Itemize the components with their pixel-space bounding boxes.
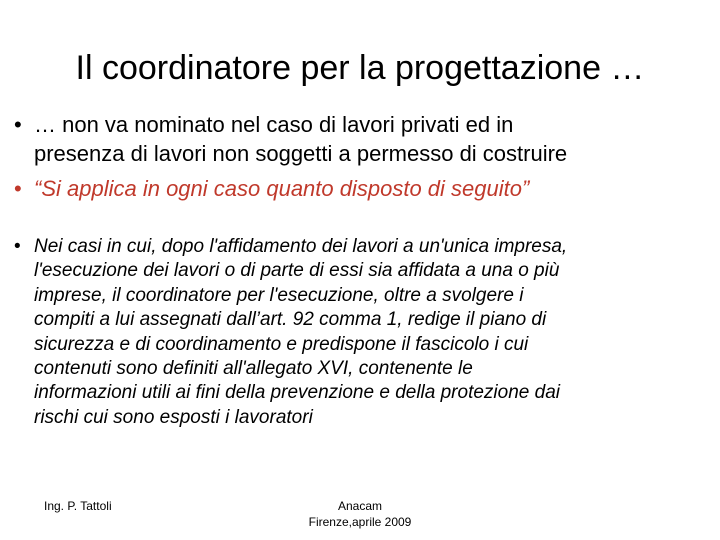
bullet-icon: • [14, 112, 22, 137]
footer-org: Anacam [337, 499, 383, 513]
bullet-line: contenuti sono definiti all'allegato XVI, contenente le [34, 358, 473, 380]
bullet-icon: • [14, 236, 21, 257]
bullet-line: l'esecuzione dei lavori o di parte di essi sia affidata a una o più [34, 260, 560, 282]
bullet-line: sicurezza e di coordinamento e predispone il fascicolo i cui [34, 333, 529, 355]
slide-title: Il coordinatore per la progettazione … [75, 49, 645, 87]
footer-place-date: Firenze,aprile 2009 [308, 515, 412, 529]
bullet-icon: • [14, 176, 22, 201]
bullet-text-quote [34, 174, 714, 203]
footer-center [260, 498, 460, 530]
bullet-line: rischi cui sono esposti i lavoratori [34, 406, 313, 428]
bullet-text [34, 110, 714, 168]
bullet-line: “Si applica in ogni caso quanto disposto di seguito” [34, 176, 530, 201]
bullet-line: imprese, il coordinatore per l'esecuzione, oltre a svolgere i [34, 284, 524, 306]
bullet-line: informazioni utili ai fini della prevenzione e della protezione dai [34, 382, 560, 404]
bullet-line: Nei casi in cui, dopo l'affidamento dei lavori a un'unica impresa, [34, 236, 568, 257]
bullet-line: … non va nominato nel caso di lavori privati ed in [34, 112, 514, 137]
footer-author: Ing. P. Tattoli [44, 499, 112, 513]
bullet-line: compiti a lui assegnati dall’art. 92 comma 1, redige il piano di [34, 309, 547, 331]
bullet-text [34, 235, 714, 430]
bullet-line: presenza di lavori non soggetti a permesso di costruire [34, 141, 568, 166]
